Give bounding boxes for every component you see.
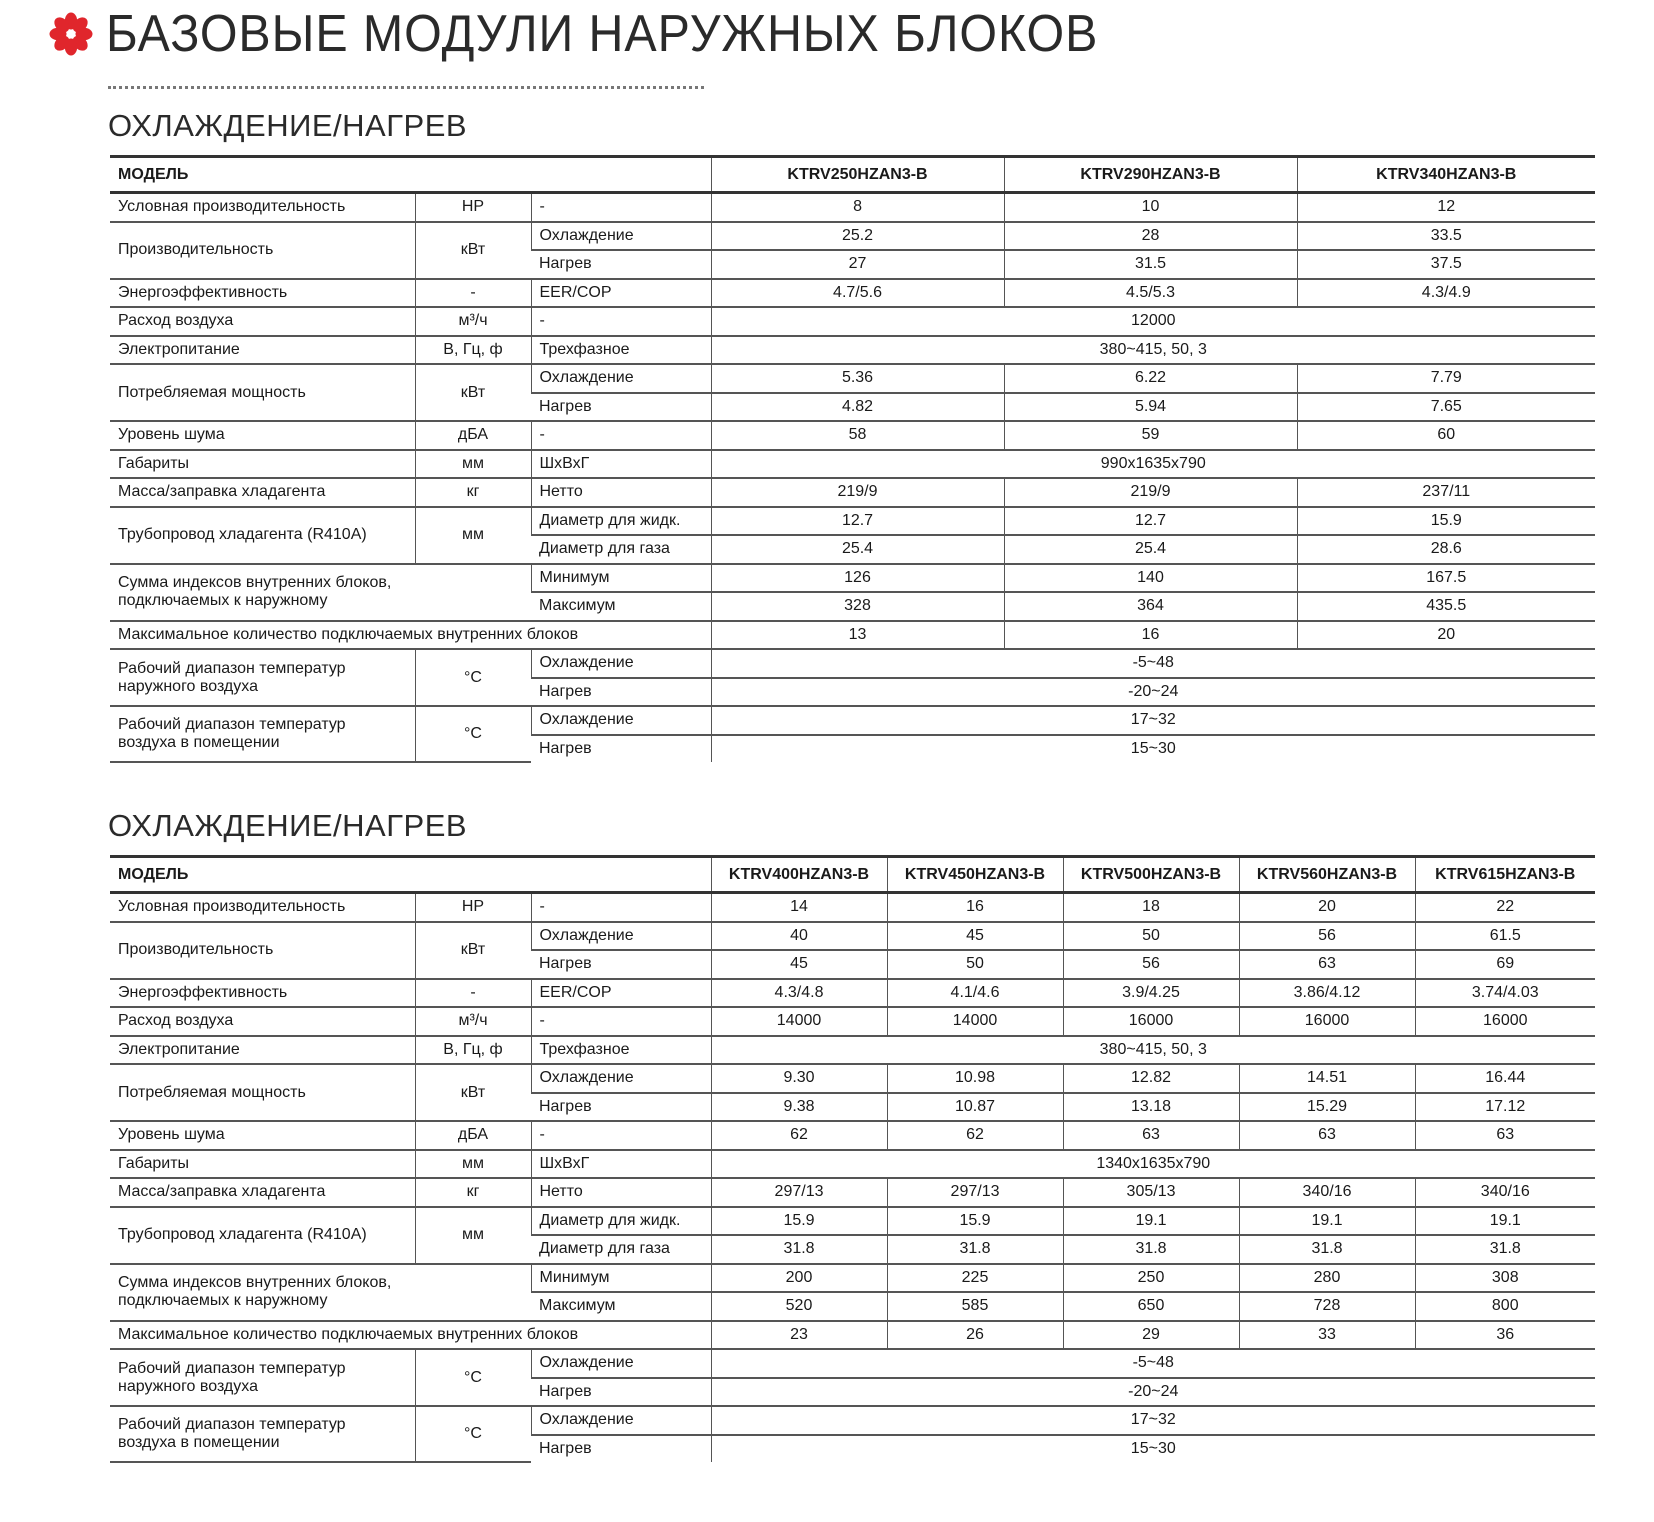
row-sublabel: Охлаждение bbox=[531, 922, 711, 951]
table-row bbox=[110, 336, 1595, 365]
row-label bbox=[110, 564, 531, 621]
value-cell: 380~415, 50, 3 bbox=[711, 1036, 1595, 1065]
table-row bbox=[110, 1121, 1595, 1150]
table-row bbox=[110, 478, 1595, 507]
value-cell: 10 bbox=[1004, 193, 1297, 222]
value-cell: 17~32 bbox=[711, 1406, 1595, 1435]
value-cell: 3.9/4.25 bbox=[1063, 979, 1239, 1008]
row-label: Уровень шума bbox=[110, 1121, 415, 1150]
row-unit: - bbox=[415, 279, 531, 308]
value-cell: 16000 bbox=[1239, 1007, 1415, 1036]
value-cell: 12.7 bbox=[1004, 507, 1297, 536]
value-cell: 7.79 bbox=[1297, 364, 1595, 393]
row-sublabel: Минимум bbox=[531, 1264, 711, 1293]
value-cell: 4.3/4.8 bbox=[711, 979, 887, 1008]
page-title: БАЗОВЫЕ МОДУЛИ НАРУЖНЫХ БЛОКОВ bbox=[106, 5, 1099, 63]
table-row bbox=[110, 1007, 1595, 1036]
row-label: Трубопровод хладагента (R410A) bbox=[110, 507, 415, 564]
value-cell: 650 bbox=[1063, 1292, 1239, 1321]
value-cell: 36 bbox=[1415, 1321, 1595, 1350]
model-label: МОДЕЛЬ bbox=[110, 157, 711, 193]
row-label-line2: наружного воздуха bbox=[118, 1377, 258, 1395]
table-row bbox=[110, 193, 1595, 222]
value-cell: 19.1 bbox=[1063, 1207, 1239, 1236]
table-row bbox=[110, 450, 1595, 479]
row-label: Электропитание bbox=[110, 336, 415, 365]
row-sublabel: Нагрев bbox=[539, 739, 592, 757]
value-cell: 9.38 bbox=[711, 1093, 887, 1122]
row-label: Расход воздуха bbox=[110, 307, 415, 336]
value-cell: 63 bbox=[1415, 1121, 1595, 1150]
row-sublabel: Охлаждение bbox=[531, 222, 711, 251]
table-row bbox=[110, 364, 1595, 393]
table-row bbox=[110, 621, 1595, 650]
value-cell: 31.8 bbox=[887, 1235, 1063, 1264]
value-cell: 20 bbox=[1297, 621, 1595, 650]
value-cell: 15.29 bbox=[1239, 1093, 1415, 1122]
row-label bbox=[110, 1264, 531, 1321]
table-row bbox=[110, 279, 1595, 308]
table-row bbox=[110, 922, 1595, 951]
value-cell: 3.74/4.03 bbox=[1415, 979, 1595, 1008]
row-unit: HP bbox=[415, 893, 531, 922]
row-sublabel: - bbox=[531, 893, 711, 922]
model-name: KTRV400HZAN3-B bbox=[711, 857, 887, 893]
row-label: Трубопровод хладагента (R410A) bbox=[110, 1207, 415, 1264]
row-sublabel: Максимум bbox=[531, 1292, 711, 1321]
value-cell: 50 bbox=[1063, 922, 1239, 951]
table-row bbox=[110, 1150, 1595, 1179]
value-cell: 4.1/4.6 bbox=[887, 979, 1063, 1008]
model-label: МОДЕЛЬ bbox=[110, 857, 711, 893]
value-cell: 8 bbox=[711, 193, 1004, 222]
value-cell: 4.3/4.9 bbox=[1297, 279, 1595, 308]
value-cell: 23 bbox=[711, 1321, 887, 1350]
model-name: KTRV450HZAN3-B bbox=[887, 857, 1063, 893]
row-sublabel: Нагрев bbox=[531, 250, 711, 279]
row-label-line2: наружного воздуха bbox=[118, 677, 258, 695]
row-sublabel: Охлаждение bbox=[531, 364, 711, 393]
value-cell: 328 bbox=[711, 592, 1004, 621]
value-cell: 219/9 bbox=[711, 478, 1004, 507]
row-label: Производительность bbox=[110, 222, 415, 279]
value-cell: 5.94 bbox=[1004, 393, 1297, 422]
value-cell: 28 bbox=[1004, 222, 1297, 251]
value-cell: 297/13 bbox=[887, 1178, 1063, 1207]
row-label: Масса/заправка хладагента bbox=[110, 1178, 415, 1207]
row-label bbox=[110, 1349, 415, 1406]
row-label: Потребляемая мощность bbox=[110, 1064, 415, 1121]
value-cell: 12.82 bbox=[1063, 1064, 1239, 1093]
row-sublabel: Нагрев bbox=[531, 393, 711, 422]
row-sublabel: - bbox=[531, 193, 711, 222]
row-label-line1: Рабочий диапазон температур bbox=[118, 1359, 346, 1377]
value-cell: 380~415, 50, 3 bbox=[711, 336, 1595, 365]
value-cell: 10.87 bbox=[887, 1093, 1063, 1122]
value-cell: 61.5 bbox=[1415, 922, 1595, 951]
model-name: KTRV500HZAN3-B bbox=[1063, 857, 1239, 893]
value-cell: 5.36 bbox=[711, 364, 1004, 393]
row-sublabel: Нетто bbox=[531, 478, 711, 507]
spec-table-2 bbox=[110, 855, 1595, 1463]
row-unit: - bbox=[415, 979, 531, 1008]
row-sublabel: EER/COP bbox=[531, 979, 711, 1008]
value-cell: 6.22 bbox=[1004, 364, 1297, 393]
row-unit: °C bbox=[415, 1349, 531, 1406]
table-header-row bbox=[110, 857, 1595, 893]
table-row bbox=[110, 564, 1595, 593]
row-unit: кг bbox=[415, 478, 531, 507]
value-cell: 167.5 bbox=[1297, 564, 1595, 593]
value-cell: 280 bbox=[1239, 1264, 1415, 1293]
value-cell: 31.8 bbox=[1415, 1235, 1595, 1264]
value-cell: 126 bbox=[711, 564, 1004, 593]
row-unit: дБА bbox=[415, 1121, 531, 1150]
value-cell: 435.5 bbox=[1297, 592, 1595, 621]
value-cell: 63 bbox=[1239, 1121, 1415, 1150]
row-label-line2: воздуха в помещении bbox=[118, 1434, 280, 1451]
model-name: KTRV560HZAN3-B bbox=[1239, 857, 1415, 893]
row-label: Электропитание bbox=[110, 1036, 415, 1065]
table-row bbox=[110, 706, 1595, 735]
row-sublabel: Минимум bbox=[531, 564, 711, 593]
row-sublabel: Нагрев bbox=[539, 1439, 592, 1457]
row-label: Габариты bbox=[110, 450, 415, 479]
row-sublabel: ШхВхГ bbox=[531, 450, 711, 479]
value-cell: 9.30 bbox=[711, 1064, 887, 1093]
row-unit: мм bbox=[415, 1150, 531, 1179]
row-unit: м³/ч bbox=[415, 307, 531, 336]
value-cell: 29 bbox=[1063, 1321, 1239, 1350]
table-row bbox=[110, 1036, 1595, 1065]
row-label: Энергоэффективность bbox=[110, 279, 415, 308]
value-cell: 4.7/5.6 bbox=[711, 279, 1004, 308]
value-cell: 37.5 bbox=[1297, 250, 1595, 279]
value-cell: 340/16 bbox=[1239, 1178, 1415, 1207]
value-cell: 19.1 bbox=[1239, 1207, 1415, 1236]
value-cell: 25.4 bbox=[711, 535, 1004, 564]
section-title-1: ОХЛАЖДЕНИЕ/НАГРЕВ bbox=[108, 108, 468, 143]
row-unit: кВт bbox=[415, 1064, 531, 1121]
row-sublabel: Охлаждение bbox=[531, 1406, 711, 1435]
value-cell: 225 bbox=[887, 1264, 1063, 1293]
row-sublabel: Нагрев bbox=[531, 950, 711, 979]
value-cell: 26 bbox=[887, 1321, 1063, 1350]
row-label-line1: Сумма индексов внутренних блоков, bbox=[118, 574, 392, 592]
value-cell: 305/13 bbox=[1063, 1178, 1239, 1207]
row-sublabel: Диаметр для газа bbox=[531, 535, 711, 564]
table-row bbox=[110, 1178, 1595, 1207]
value-cell: 62 bbox=[887, 1121, 1063, 1150]
value-cell: 17.12 bbox=[1415, 1093, 1595, 1122]
row-unit: °C bbox=[415, 1406, 531, 1462]
row-sublabel: Максимум bbox=[531, 592, 711, 621]
row-label: Максимальное количество подключаемых внутренних блоков bbox=[110, 1321, 711, 1350]
value-cell: 59 bbox=[1004, 421, 1297, 450]
value-cell: 16 bbox=[887, 893, 1063, 922]
value-cell: 4.82 bbox=[711, 393, 1004, 422]
value-cell: 63 bbox=[1063, 1121, 1239, 1150]
row-sublabel: Нетто bbox=[531, 1178, 711, 1207]
value-cell: 16 bbox=[1004, 621, 1297, 650]
value-cell: 63 bbox=[1239, 950, 1415, 979]
row-sublabel: Охлаждение bbox=[531, 649, 711, 678]
row-label: Уровень шума bbox=[110, 421, 415, 450]
value-cell: 31.8 bbox=[1063, 1235, 1239, 1264]
value-cell: 22 bbox=[1415, 893, 1595, 922]
value-cell: 990x1635x790 bbox=[711, 450, 1595, 479]
value-cell: 14.51 bbox=[1239, 1064, 1415, 1093]
row-label-line2: подключаемых к наружному bbox=[118, 592, 328, 609]
value-cell: 520 bbox=[711, 1292, 887, 1321]
table-row bbox=[110, 893, 1595, 922]
row-unit: кВт bbox=[415, 222, 531, 279]
row-unit: кВт bbox=[415, 922, 531, 979]
value-cell: -20~24 bbox=[711, 678, 1595, 707]
row-sublabel: Нагрев bbox=[531, 1093, 711, 1122]
value-cell: 340/16 bbox=[1415, 1178, 1595, 1207]
value-cell: 58 bbox=[711, 421, 1004, 450]
row-sublabel: - bbox=[531, 1007, 711, 1036]
row-sublabel: Охлаждение bbox=[531, 1064, 711, 1093]
row-label: Энергоэффективность bbox=[110, 979, 415, 1008]
value-cell: 15.9 bbox=[711, 1207, 887, 1236]
value-cell: 14 bbox=[711, 893, 887, 922]
row-sublabel: Охлаждение bbox=[531, 1349, 711, 1378]
row-sublabel: - bbox=[531, 307, 711, 336]
value-cell: 60 bbox=[1297, 421, 1595, 450]
value-cell: 13 bbox=[711, 621, 1004, 650]
value-cell: 25.4 bbox=[1004, 535, 1297, 564]
table-header-row bbox=[110, 157, 1595, 193]
row-label-line1: Рабочий диапазон температур bbox=[118, 1416, 346, 1434]
table-row bbox=[110, 421, 1595, 450]
row-label bbox=[110, 1406, 415, 1462]
row-unit: мм bbox=[415, 1207, 531, 1264]
table-row bbox=[110, 1264, 1595, 1293]
model-name: KTRV615HZAN3-B bbox=[1415, 857, 1595, 893]
value-cell: 28.6 bbox=[1297, 535, 1595, 564]
table-row bbox=[110, 307, 1595, 336]
row-label: Потребляемая мощность bbox=[110, 364, 415, 421]
row-unit: мм bbox=[415, 507, 531, 564]
value-cell: 15.9 bbox=[1297, 507, 1595, 536]
value-cell: 250 bbox=[1063, 1264, 1239, 1293]
value-cell: 33.5 bbox=[1297, 222, 1595, 251]
row-sublabel: Диаметр для жидк. bbox=[531, 1207, 711, 1236]
value-cell: 40 bbox=[711, 922, 887, 951]
row-sublabel: Нагрев bbox=[531, 1378, 711, 1407]
row-sublabel: ШхВхГ bbox=[531, 1150, 711, 1179]
value-cell: 31.8 bbox=[711, 1235, 887, 1264]
value-cell: 7.65 bbox=[1297, 393, 1595, 422]
value-cell: 27 bbox=[711, 250, 1004, 279]
value-cell: 728 bbox=[1239, 1292, 1415, 1321]
row-unit: мм bbox=[415, 450, 531, 479]
value-cell: 33 bbox=[1239, 1321, 1415, 1350]
model-name: KTRV290HZAN3-B bbox=[1004, 157, 1297, 193]
value-cell: 1340x1635x790 bbox=[711, 1150, 1595, 1179]
row-label: Расход воздуха bbox=[110, 1007, 415, 1036]
value-cell: 15.9 bbox=[887, 1207, 1063, 1236]
value-cell: -20~24 bbox=[711, 1378, 1595, 1407]
row-unit: дБА bbox=[415, 421, 531, 450]
table-row bbox=[110, 1349, 1595, 1378]
value-cell: 297/13 bbox=[711, 1178, 887, 1207]
row-label-line1: Рабочий диапазон температур bbox=[118, 716, 346, 734]
row-unit: °C bbox=[415, 649, 531, 706]
row-sublabel: Трехфазное bbox=[531, 336, 711, 365]
value-cell: 219/9 bbox=[1004, 478, 1297, 507]
row-sublabel: Охлаждение bbox=[531, 706, 711, 735]
value-cell: 14000 bbox=[711, 1007, 887, 1036]
spec-table-1 bbox=[110, 155, 1595, 763]
page-header bbox=[48, 4, 1173, 64]
row-label: Габариты bbox=[110, 1150, 415, 1179]
value-cell: 20 bbox=[1239, 893, 1415, 922]
row-sublabel: Нагрев bbox=[531, 678, 711, 707]
row-unit: м³/ч bbox=[415, 1007, 531, 1036]
row-label-line2: подключаемых к наружному bbox=[118, 1292, 328, 1309]
value-cell: 18 bbox=[1063, 893, 1239, 922]
value-cell: 45 bbox=[711, 950, 887, 979]
value-cell: 45 bbox=[887, 922, 1063, 951]
value-cell: 4.5/5.3 bbox=[1004, 279, 1297, 308]
value-cell: 15~30 bbox=[711, 1435, 1595, 1463]
row-sublabel: - bbox=[531, 421, 711, 450]
table-row bbox=[110, 507, 1595, 536]
row-sublabel: - bbox=[531, 1121, 711, 1150]
value-cell: 12000 bbox=[711, 307, 1595, 336]
value-cell: 364 bbox=[1004, 592, 1297, 621]
section-title-2: ОХЛАЖДЕНИЕ/НАГРЕВ bbox=[108, 808, 468, 843]
value-cell: 800 bbox=[1415, 1292, 1595, 1321]
table-row bbox=[110, 1321, 1595, 1350]
value-cell: 25.2 bbox=[711, 222, 1004, 251]
value-cell: 585 bbox=[887, 1292, 1063, 1321]
table-row bbox=[110, 979, 1595, 1008]
value-cell: 14000 bbox=[887, 1007, 1063, 1036]
value-cell: 17~32 bbox=[711, 706, 1595, 735]
row-label: Условная производительность bbox=[110, 193, 415, 222]
value-cell: 15~30 bbox=[711, 735, 1595, 763]
table-row bbox=[110, 1064, 1595, 1093]
flower-logo-icon bbox=[48, 11, 94, 57]
value-cell: 62 bbox=[711, 1121, 887, 1150]
row-unit: кВт bbox=[415, 364, 531, 421]
row-label-line2: воздуха в помещении bbox=[118, 734, 280, 751]
value-cell: 69 bbox=[1415, 950, 1595, 979]
value-cell: 31.8 bbox=[1239, 1235, 1415, 1264]
row-label: Условная производительность bbox=[110, 893, 415, 922]
value-cell: -5~48 bbox=[711, 649, 1595, 678]
table-row bbox=[110, 1406, 1595, 1435]
row-label: Масса/заправка хладагента bbox=[110, 478, 415, 507]
value-cell: 308 bbox=[1415, 1264, 1595, 1293]
row-sublabel: EER/COP bbox=[531, 279, 711, 308]
value-cell: 31.5 bbox=[1004, 250, 1297, 279]
row-sublabel: Диаметр для жидк. bbox=[531, 507, 711, 536]
row-label-line1: Рабочий диапазон температур bbox=[118, 659, 346, 677]
value-cell: 19.1 bbox=[1415, 1207, 1595, 1236]
value-cell: 16.44 bbox=[1415, 1064, 1595, 1093]
row-unit: HP bbox=[415, 193, 531, 222]
row-sublabel: Диаметр для газа bbox=[531, 1235, 711, 1264]
value-cell: 200 bbox=[711, 1264, 887, 1293]
value-cell: 12 bbox=[1297, 193, 1595, 222]
value-cell: 3.86/4.12 bbox=[1239, 979, 1415, 1008]
value-cell: 16000 bbox=[1415, 1007, 1595, 1036]
value-cell: 237/11 bbox=[1297, 478, 1595, 507]
table-row bbox=[110, 222, 1595, 251]
row-unit: °C bbox=[415, 706, 531, 762]
value-cell: 56 bbox=[1239, 922, 1415, 951]
value-cell: 16000 bbox=[1063, 1007, 1239, 1036]
value-cell: 12.7 bbox=[711, 507, 1004, 536]
model-name: KTRV250HZAN3-B bbox=[711, 157, 1004, 193]
row-label-line1: Сумма индексов внутренних блоков, bbox=[118, 1274, 392, 1292]
row-label: Производительность bbox=[110, 922, 415, 979]
row-unit: В, Гц, ф bbox=[415, 1036, 531, 1065]
row-unit: кг bbox=[415, 1178, 531, 1207]
table-row bbox=[110, 1207, 1595, 1236]
row-label bbox=[110, 706, 415, 762]
row-sublabel: Трехфазное bbox=[531, 1036, 711, 1065]
dotted-divider bbox=[108, 86, 704, 89]
model-name: KTRV340HZAN3-B bbox=[1297, 157, 1595, 193]
value-cell: 10.98 bbox=[887, 1064, 1063, 1093]
value-cell: 140 bbox=[1004, 564, 1297, 593]
table-row bbox=[110, 649, 1595, 678]
row-label: Максимальное количество подключаемых внутренних блоков bbox=[110, 621, 711, 650]
value-cell: 56 bbox=[1063, 950, 1239, 979]
value-cell: -5~48 bbox=[711, 1349, 1595, 1378]
row-unit: В, Гц, ф bbox=[415, 336, 531, 365]
value-cell: 50 bbox=[887, 950, 1063, 979]
value-cell: 13.18 bbox=[1063, 1093, 1239, 1122]
row-label bbox=[110, 649, 415, 706]
